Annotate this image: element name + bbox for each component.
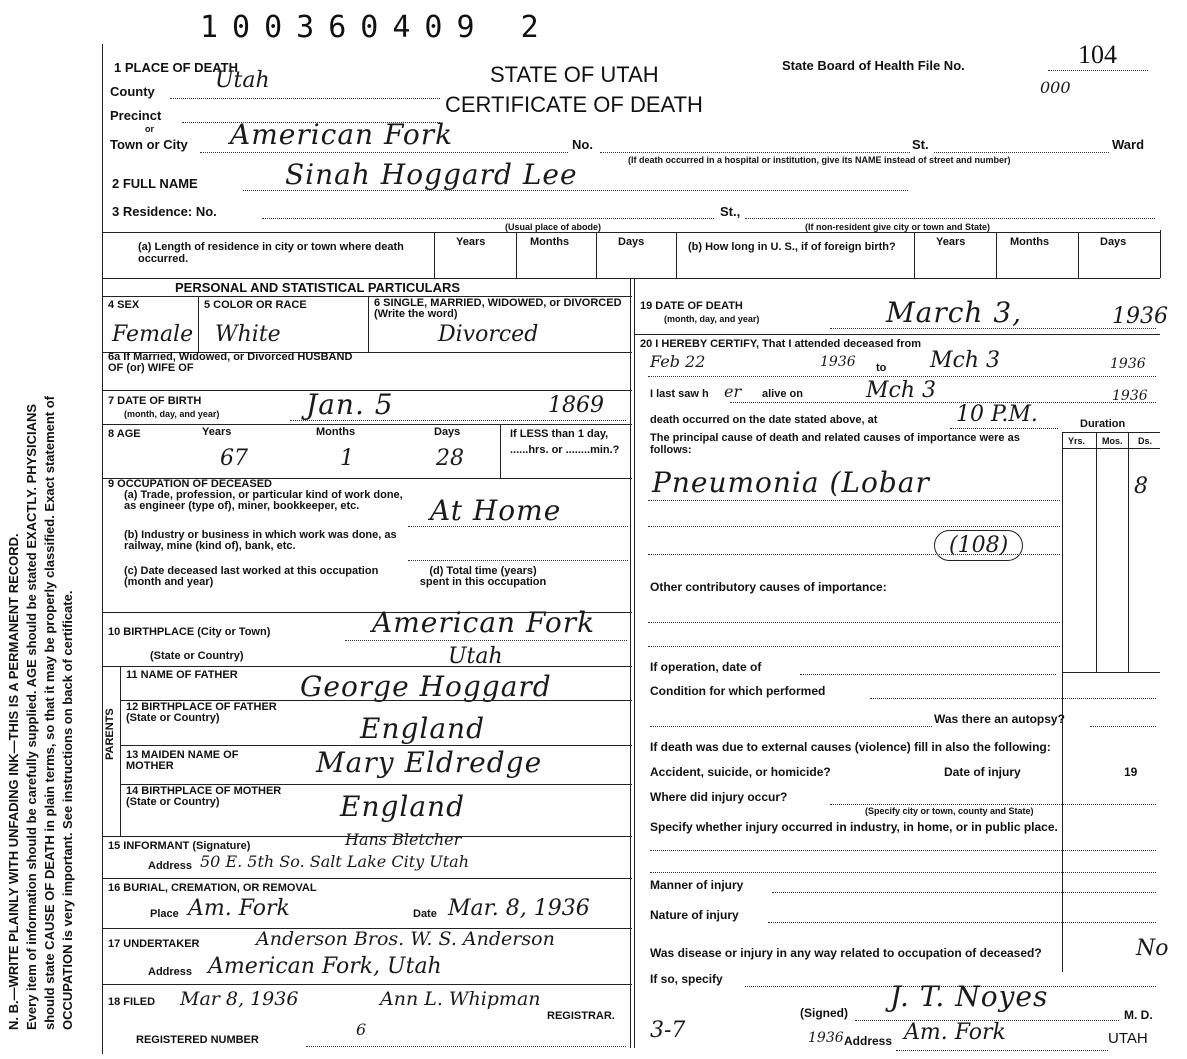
informant-address-label: Address	[148, 860, 193, 872]
burial-date-label: Date	[413, 908, 437, 920]
last-saw-her: er	[724, 382, 742, 401]
accident-label: Accident, suicide, or homicide?	[650, 765, 831, 779]
dob-year: 1869	[548, 393, 604, 418]
condition-label: Condition for which performed	[650, 684, 826, 698]
time-of-death: 10 P.M.	[956, 402, 1038, 427]
occupation-label: 9 OCCUPATION OF DECEASED	[108, 478, 272, 490]
dob-sublabel: (month, day, and year)	[124, 409, 220, 419]
right-border	[1160, 230, 1161, 278]
cause-duration-days: 8	[1134, 474, 1148, 499]
injury-year-label: 19	[1124, 765, 1138, 779]
nature-label: Nature of injury	[650, 908, 739, 922]
duration-label: Duration	[1080, 418, 1126, 430]
age-months-label: Months	[316, 426, 356, 438]
side-note-1: N. B.—WRITE PLAINLY WITH UNFADING INK—THIS IS A PERMANENT RECORD.	[6, 533, 21, 1030]
undertaker-address: American Fork, Utah	[208, 954, 442, 979]
undertaker-address-label: Address	[148, 966, 193, 978]
duration-yrs: Yrs.	[1068, 436, 1086, 446]
external-causes-label: If death was due to external causes (violence) fill in also the following:	[650, 740, 1051, 754]
us-residence-label: (b) How long in U. S., if of foreign birth?	[688, 241, 896, 253]
sex-label: 4 SEX	[108, 299, 140, 311]
signed-label: (Signed)	[800, 1006, 848, 1020]
physician-address: Am. Fork	[904, 1020, 1006, 1045]
registrar-label: REGISTRAR.	[547, 1010, 615, 1022]
injury-date-label: Date of injury	[944, 765, 1021, 779]
age-label: 8 AGE	[108, 428, 141, 440]
place-of-death-label: 1 PLACE OF DEATH	[114, 60, 238, 75]
birthplace-state-label: (State or Country)	[150, 650, 244, 662]
attended-to: Mch 3	[930, 348, 1001, 373]
precinct-label: Precinct	[110, 108, 162, 123]
manner-label: Manner of injury	[650, 878, 744, 892]
if-so-label: If so, specify	[650, 972, 723, 986]
date-of-death-sublabel: (month, day, and year)	[664, 314, 760, 324]
burial-place-label: Place	[150, 908, 179, 920]
parents-side-label: PARENTS	[104, 708, 116, 760]
or-label: or	[145, 124, 154, 134]
color-label: 5 COLOR OR RACE	[204, 299, 307, 311]
hospital-note: (If death occurred in a hospital or institution, give its NAME instead of street and number)	[628, 155, 1011, 165]
occupation-d-label: (d) Total time (years) spent in this occupation	[419, 565, 547, 588]
undertaker-label: 17 UNDERTAKER	[108, 938, 200, 950]
left-border	[102, 44, 103, 1054]
filed-date: Mar 8, 1936	[180, 988, 299, 1010]
date-of-death-year: 1936	[1112, 304, 1168, 329]
certify-label: 20 I HEREBY CERTIFY, That I attended deceased from	[640, 338, 921, 350]
physician-address-state: UTAH	[1108, 1030, 1148, 1047]
age-days: 28	[436, 446, 464, 471]
marital-value: Divorced	[438, 322, 539, 347]
color-value: White	[215, 322, 281, 347]
marital-label: 6 SINGLE, MARRIED, WIDOWED, or DIVORCED (Write the word)	[374, 297, 622, 320]
town-label: Town or City	[110, 137, 188, 152]
cause-label: The principal cause of death and related causes of importance were as follows:	[650, 432, 1020, 456]
dob-value: Jan. 5	[306, 388, 394, 421]
occurred-label: death occurred on the date stated above, at	[650, 414, 878, 426]
date-of-death-label: 19 DATE OF DEATH	[640, 300, 743, 312]
father-birthplace-label: 12 BIRTHPLACE OF FATHER (State or Country)	[126, 701, 277, 724]
attended-from: Feb 22	[650, 352, 706, 371]
duration-mos: Mos.	[1102, 436, 1123, 446]
personal-heading: PERSONAL AND STATISTICAL PARTICULARS	[175, 280, 461, 295]
cause-code: (108)	[934, 530, 1023, 561]
res-days-label: Days	[618, 236, 645, 248]
duration-ds: Ds.	[1138, 436, 1153, 446]
birthplace-label: 10 BIRTHPLACE (City or Town)	[108, 626, 271, 638]
last-saw-year: 1936	[1112, 388, 1148, 404]
attended-from-year: 1936	[820, 354, 856, 370]
to-label: to	[876, 362, 887, 374]
length-of-residence-label: (a) Length of residence in city or town where death occurred.	[138, 241, 404, 265]
physician-address-label: Address	[844, 1034, 893, 1048]
file-number: 104	[1078, 40, 1117, 69]
occupation-a-value: At Home	[430, 494, 562, 527]
non-resident-note: (If non-resident give city or town and State)	[805, 222, 991, 232]
full-name-label: 2 FULL NAME	[112, 176, 198, 191]
injury-where-label: Where did injury occur?	[650, 790, 788, 804]
alive-on-label: alive on	[762, 388, 803, 400]
side-note-4: OCCUPATION is very important. See instructions on back of certificate.	[60, 590, 75, 1030]
side-note-3: should state CAUSE OF DEATH in plain terms, so that it may be properly classified. Exact statement of	[42, 395, 57, 1030]
signed-date: 3-7	[650, 1018, 686, 1043]
age-years: 67	[220, 446, 248, 471]
father-birthplace: England	[360, 712, 486, 745]
ward-label: Ward	[1112, 137, 1145, 152]
undertaker-value: Anderson Bros. W. S. Anderson	[256, 928, 555, 950]
birthplace-city: American Fork	[372, 606, 596, 639]
side-note-2: Every item of information should be carefully supplied. AGE should be stated EXACTLY. PHYSICIANS	[24, 403, 39, 1030]
residence-street-label: St.,	[720, 204, 741, 219]
county-value: Utah	[215, 68, 270, 93]
cause-of-death: Pneumonia (Lobar	[652, 466, 930, 499]
registered-number-label: REGISTERED NUMBER	[136, 1034, 259, 1046]
birthplace-state: Utah	[448, 644, 503, 669]
burial-label: 16 BURIAL, CREMATION, OR REMOVAL	[108, 882, 317, 894]
res-months-label: Months	[530, 236, 570, 248]
street-number-label: No.	[572, 137, 593, 152]
burial-date: Mar. 8, 1936	[448, 896, 590, 921]
full-name-value: Sinah Hoggard Lee	[285, 158, 578, 191]
certificate-title: CERTIFICATE OF DEATH	[445, 92, 703, 117]
spouse-label: 6a If Married, Widowed, or Divorced HUSBAND OF (or) WIFE OF	[108, 351, 353, 374]
occupation-b-label: (b) Industry or business in which work was done, as railway, mine (kind of), bank, etc.	[124, 529, 397, 552]
town-value: American Fork	[230, 118, 454, 151]
last-saw-date: Mch 3	[866, 378, 937, 403]
physician-signature: J. T. Noyes	[890, 980, 1049, 1013]
age-less-label: If LESS than 1 day, ......hrs. or ........min.?	[510, 428, 620, 456]
operation-label: If operation, date of	[650, 660, 762, 674]
other-causes-label: Other contributory causes of importance:	[650, 580, 887, 594]
county-label: County	[110, 84, 155, 99]
occupation-a-label: (a) Trade, profession, or particular kind of work done, as engineer (type of), miner, bookkeeper, etc.	[124, 489, 403, 512]
informant-address: 50 E. 5th So. Salt Lake City Utah	[200, 852, 469, 871]
filed-label: 18 FILED	[108, 996, 156, 1008]
mother-birthplace: England	[340, 790, 466, 823]
informant-label: 15 INFORMANT (Signature)	[108, 840, 251, 852]
signed-year: 1936	[808, 1030, 844, 1046]
specify-location-note: (Specify city or town, county and State)	[865, 806, 1034, 816]
serial-number: 100360409 2	[200, 10, 553, 45]
age-months: 1	[340, 446, 354, 471]
mother-name-label: 13 MAIDEN NAME OF MOTHER	[126, 749, 239, 772]
file-label: State Board of Health File No.	[782, 58, 965, 73]
age-days-label: Days	[434, 426, 461, 438]
occupation-related-value: No	[1136, 936, 1169, 961]
age-years-label: Years	[202, 426, 232, 438]
us-months-label: Months	[1010, 236, 1050, 248]
dob-label: 7 DATE OF BIRTH	[108, 395, 202, 407]
mother-name: Mary Eldredge	[316, 746, 543, 779]
attended-to-year: 1936	[1110, 356, 1146, 372]
mother-birthplace-label: 14 BIRTHPLACE OF MOTHER (State or Country)	[126, 785, 282, 808]
us-days-label: Days	[1100, 236, 1127, 248]
last-saw-label: I last saw h	[650, 388, 709, 400]
occupation-related-label: Was disease or injury in any way related to occupation of deceased?	[650, 946, 1042, 960]
usual-abode-note: (Usual place of abode)	[505, 222, 602, 232]
burial-place: Am. Fork	[188, 896, 290, 921]
res-years-label: Years	[456, 236, 486, 248]
md-label: M. D.	[1124, 1008, 1153, 1022]
informant-signature: Hans Bletcher	[345, 830, 462, 849]
residence-label: 3 Residence: No.	[112, 204, 217, 219]
date-of-death-value: March 3,	[886, 296, 1023, 329]
us-years-label: Years	[936, 236, 966, 248]
father-name-label: 11 NAME OF FATHER	[126, 669, 238, 681]
file-sub-number: 000	[1040, 78, 1071, 97]
father-name: George Hoggard	[300, 670, 552, 703]
street-label: St.	[912, 137, 929, 152]
state-title: STATE OF UTAH	[490, 62, 659, 87]
autopsy-label: Was there an autopsy?	[934, 712, 1065, 726]
registered-number: 6	[356, 1020, 367, 1039]
occupation-c-label: (c) Date deceased last worked at this occupation (month and year)	[124, 565, 379, 588]
registrar-signature: Ann L. Whipman	[380, 988, 541, 1010]
sex-value: Female	[112, 322, 194, 347]
specify-injury-label: Specify whether injury occurred in industry, in home, or in public place.	[650, 820, 1058, 834]
